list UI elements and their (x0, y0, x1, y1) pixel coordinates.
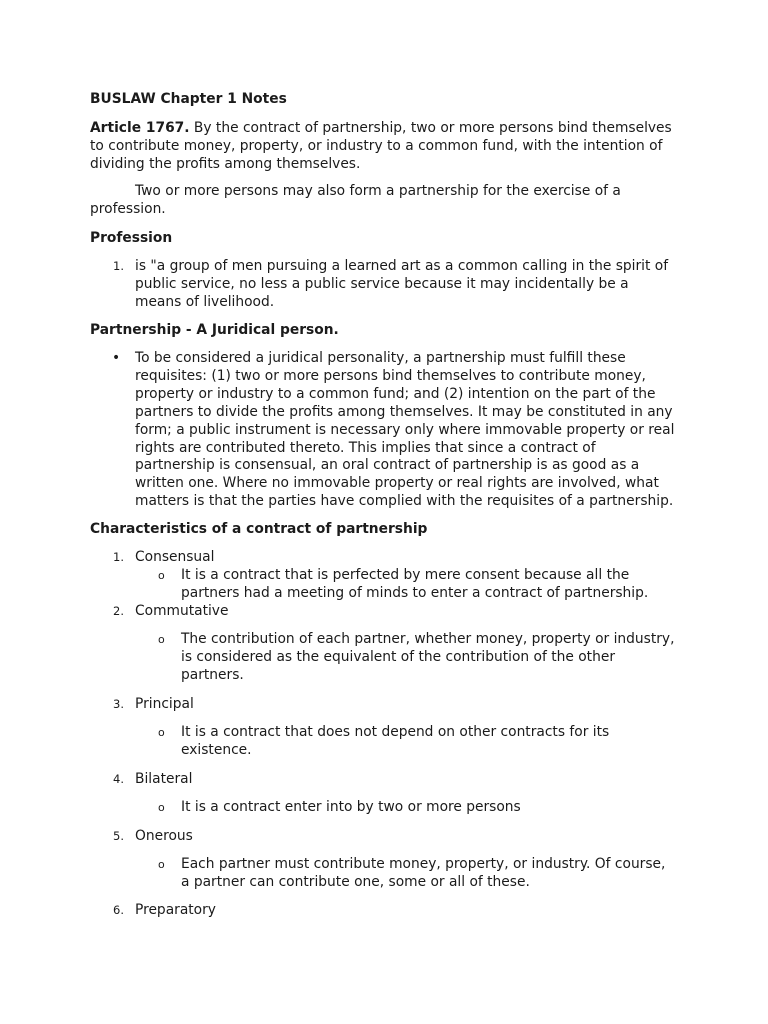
article-note-paragraph: Two or more persons may also form a partnership for the exercise of a profession. (90, 183, 621, 217)
characteristic-description: It is a contract that is perfected by mere consent because all the partners had a meeting of minds to enter a contract of partnership. (181, 567, 649, 601)
characteristic-description: The contribution of each partner, whether money, property or industry, is considered as the equivalent of the contribution of the other partners. (181, 631, 675, 683)
list-marker: 1. (113, 259, 124, 273)
list-marker: 6. (113, 903, 124, 917)
document-title: BUSLAW Chapter 1 Notes (90, 91, 287, 107)
sub-list-marker: o (158, 726, 165, 739)
characteristic-label: Commutative (135, 603, 229, 619)
characteristic-description: Each partner must contribute money, property, or industry. Of course, a partner can contribute one, some or all of these. (181, 856, 666, 890)
sub-list-marker: o (158, 801, 165, 814)
characteristic-description: It is a contract enter into by two or more persons (181, 799, 521, 815)
characteristic-description: It is a contract that does not depend on other contracts for its existence. (181, 724, 610, 758)
characteristics-heading: Characteristics of a contract of partnership (90, 521, 428, 537)
article-text: By the contract of partnership, two or more persons bind themselves to contribute money, property, or industry to a common fund, with the intention of dividing the profits among themselves. (90, 120, 672, 172)
partnership-heading: Partnership - A Juridical person. (90, 322, 339, 338)
bullet-marker: • (112, 350, 121, 366)
article-label: Article 1767. (90, 120, 190, 136)
profession-definition: is "a group of men pursuing a learned art as a common calling in the spirit of public service, no less a public service because it may incidentally be a means of livelihood. (135, 258, 669, 310)
profession-heading: Profession (90, 230, 173, 246)
characteristic-label: Onerous (135, 828, 193, 844)
partnership-requisites-text: To be considered a juridical personality, a partnership must fulfill these requisites: (1) two or more persons bind themselves to contribute money, property or industry to a common fund; and (2) intention on the part of the partners to divide the profits among themselves. It may be constituted in any form; a public instrument is necessary only where immovable property or real rights are contributed thereto. This implies that since a contract of partnership is consensual, an oral contract of partnership is as good as a written one. Where no immovable property or real rights are involved, what matters is that the parties have complied with the requisites of a partnership. (135, 350, 675, 510)
sub-list-marker: o (158, 569, 165, 582)
list-marker: 3. (113, 697, 124, 711)
characteristic-label: Consensual (135, 549, 215, 565)
list-marker: 2. (113, 604, 124, 618)
list-marker: 1. (113, 550, 124, 564)
sub-list-marker: o (158, 858, 165, 871)
list-marker: 4. (113, 772, 124, 786)
list-marker: 5. (113, 829, 124, 843)
characteristic-label: Bilateral (135, 771, 193, 787)
characteristic-label: Principal (135, 696, 194, 712)
sub-list-marker: o (158, 633, 165, 646)
characteristic-label: Preparatory (135, 902, 216, 918)
article-paragraph (90, 120, 672, 174)
